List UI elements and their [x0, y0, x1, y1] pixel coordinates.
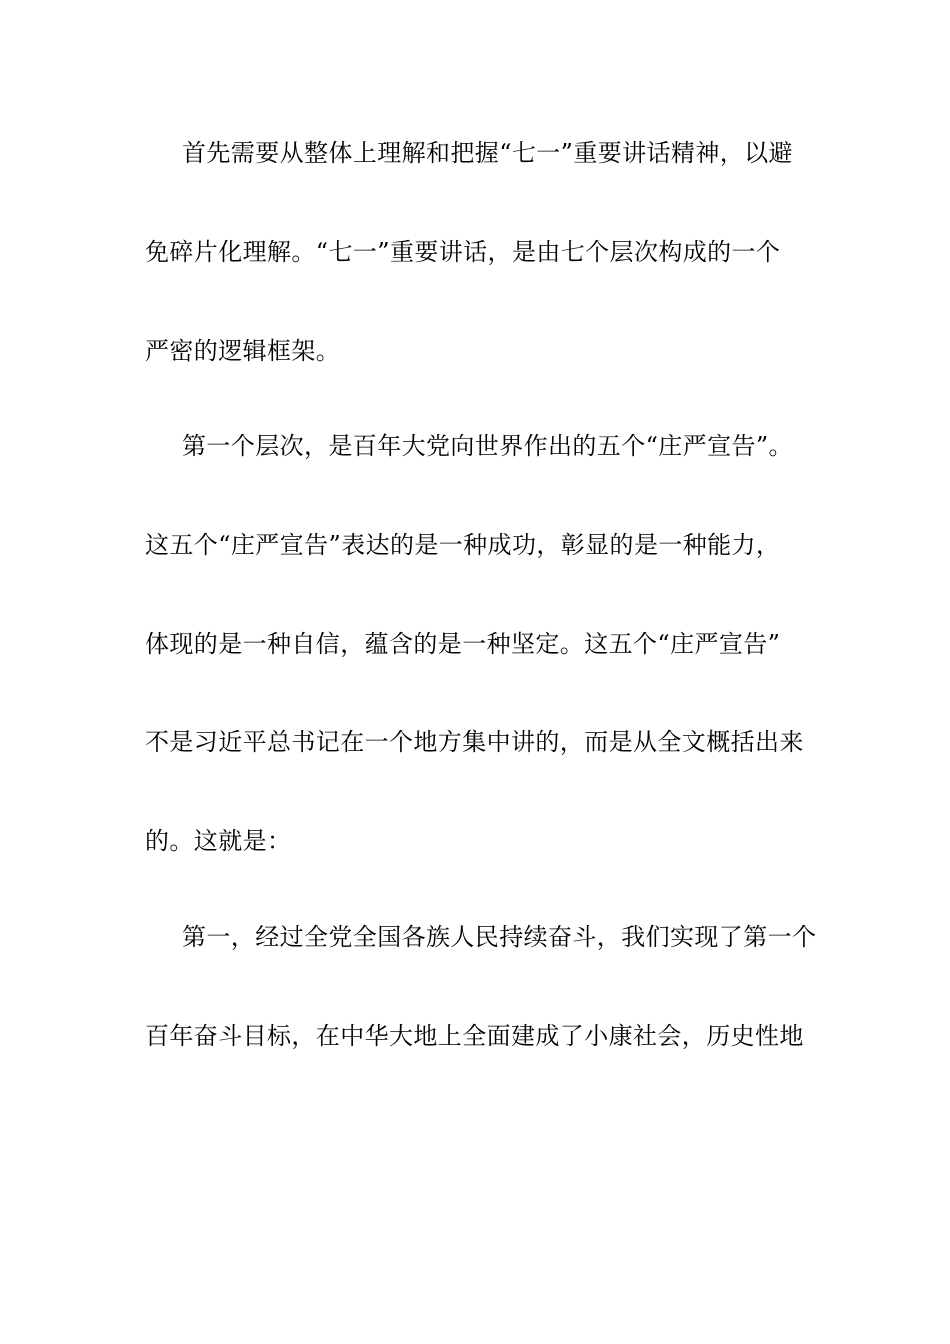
paragraph-2-line-4: 不是习近平总书记在一个地方集中讲的，而是从全文概括出来	[145, 728, 804, 756]
paragraph-3-line-2: 百年奋斗目标，在中华大地上全面建成了小康社会，历史性地	[145, 1022, 804, 1050]
paragraph-2-line-5: 的。这就是：	[145, 827, 292, 855]
paragraph-3-line-1: 第一，经过全党全国各族人民持续奋斗，我们实现了第一个	[182, 923, 817, 951]
paragraph-2-line-3: 体现的是一种自信，蕴含的是一种坚定。这五个“庄严宣告”	[145, 630, 781, 658]
paragraph-1-line-2: 免碎片化理解。“七一”重要讲话，是由七个层次构成的一个	[145, 238, 781, 266]
paragraph-2-line-1: 第一个层次，是百年大党向世界作出的五个“庄严宣告”。	[182, 432, 793, 460]
paragraph-1-line-3: 严密的逻辑框架。	[145, 337, 341, 365]
paragraph-1-line-1: 首先需要从整体上理解和把握“七一”重要讲话精神，以避	[182, 139, 793, 167]
paragraph-2-line-2: 这五个“庄严宣告”表达的是一种成功，彰显的是一种能力，	[145, 531, 781, 559]
